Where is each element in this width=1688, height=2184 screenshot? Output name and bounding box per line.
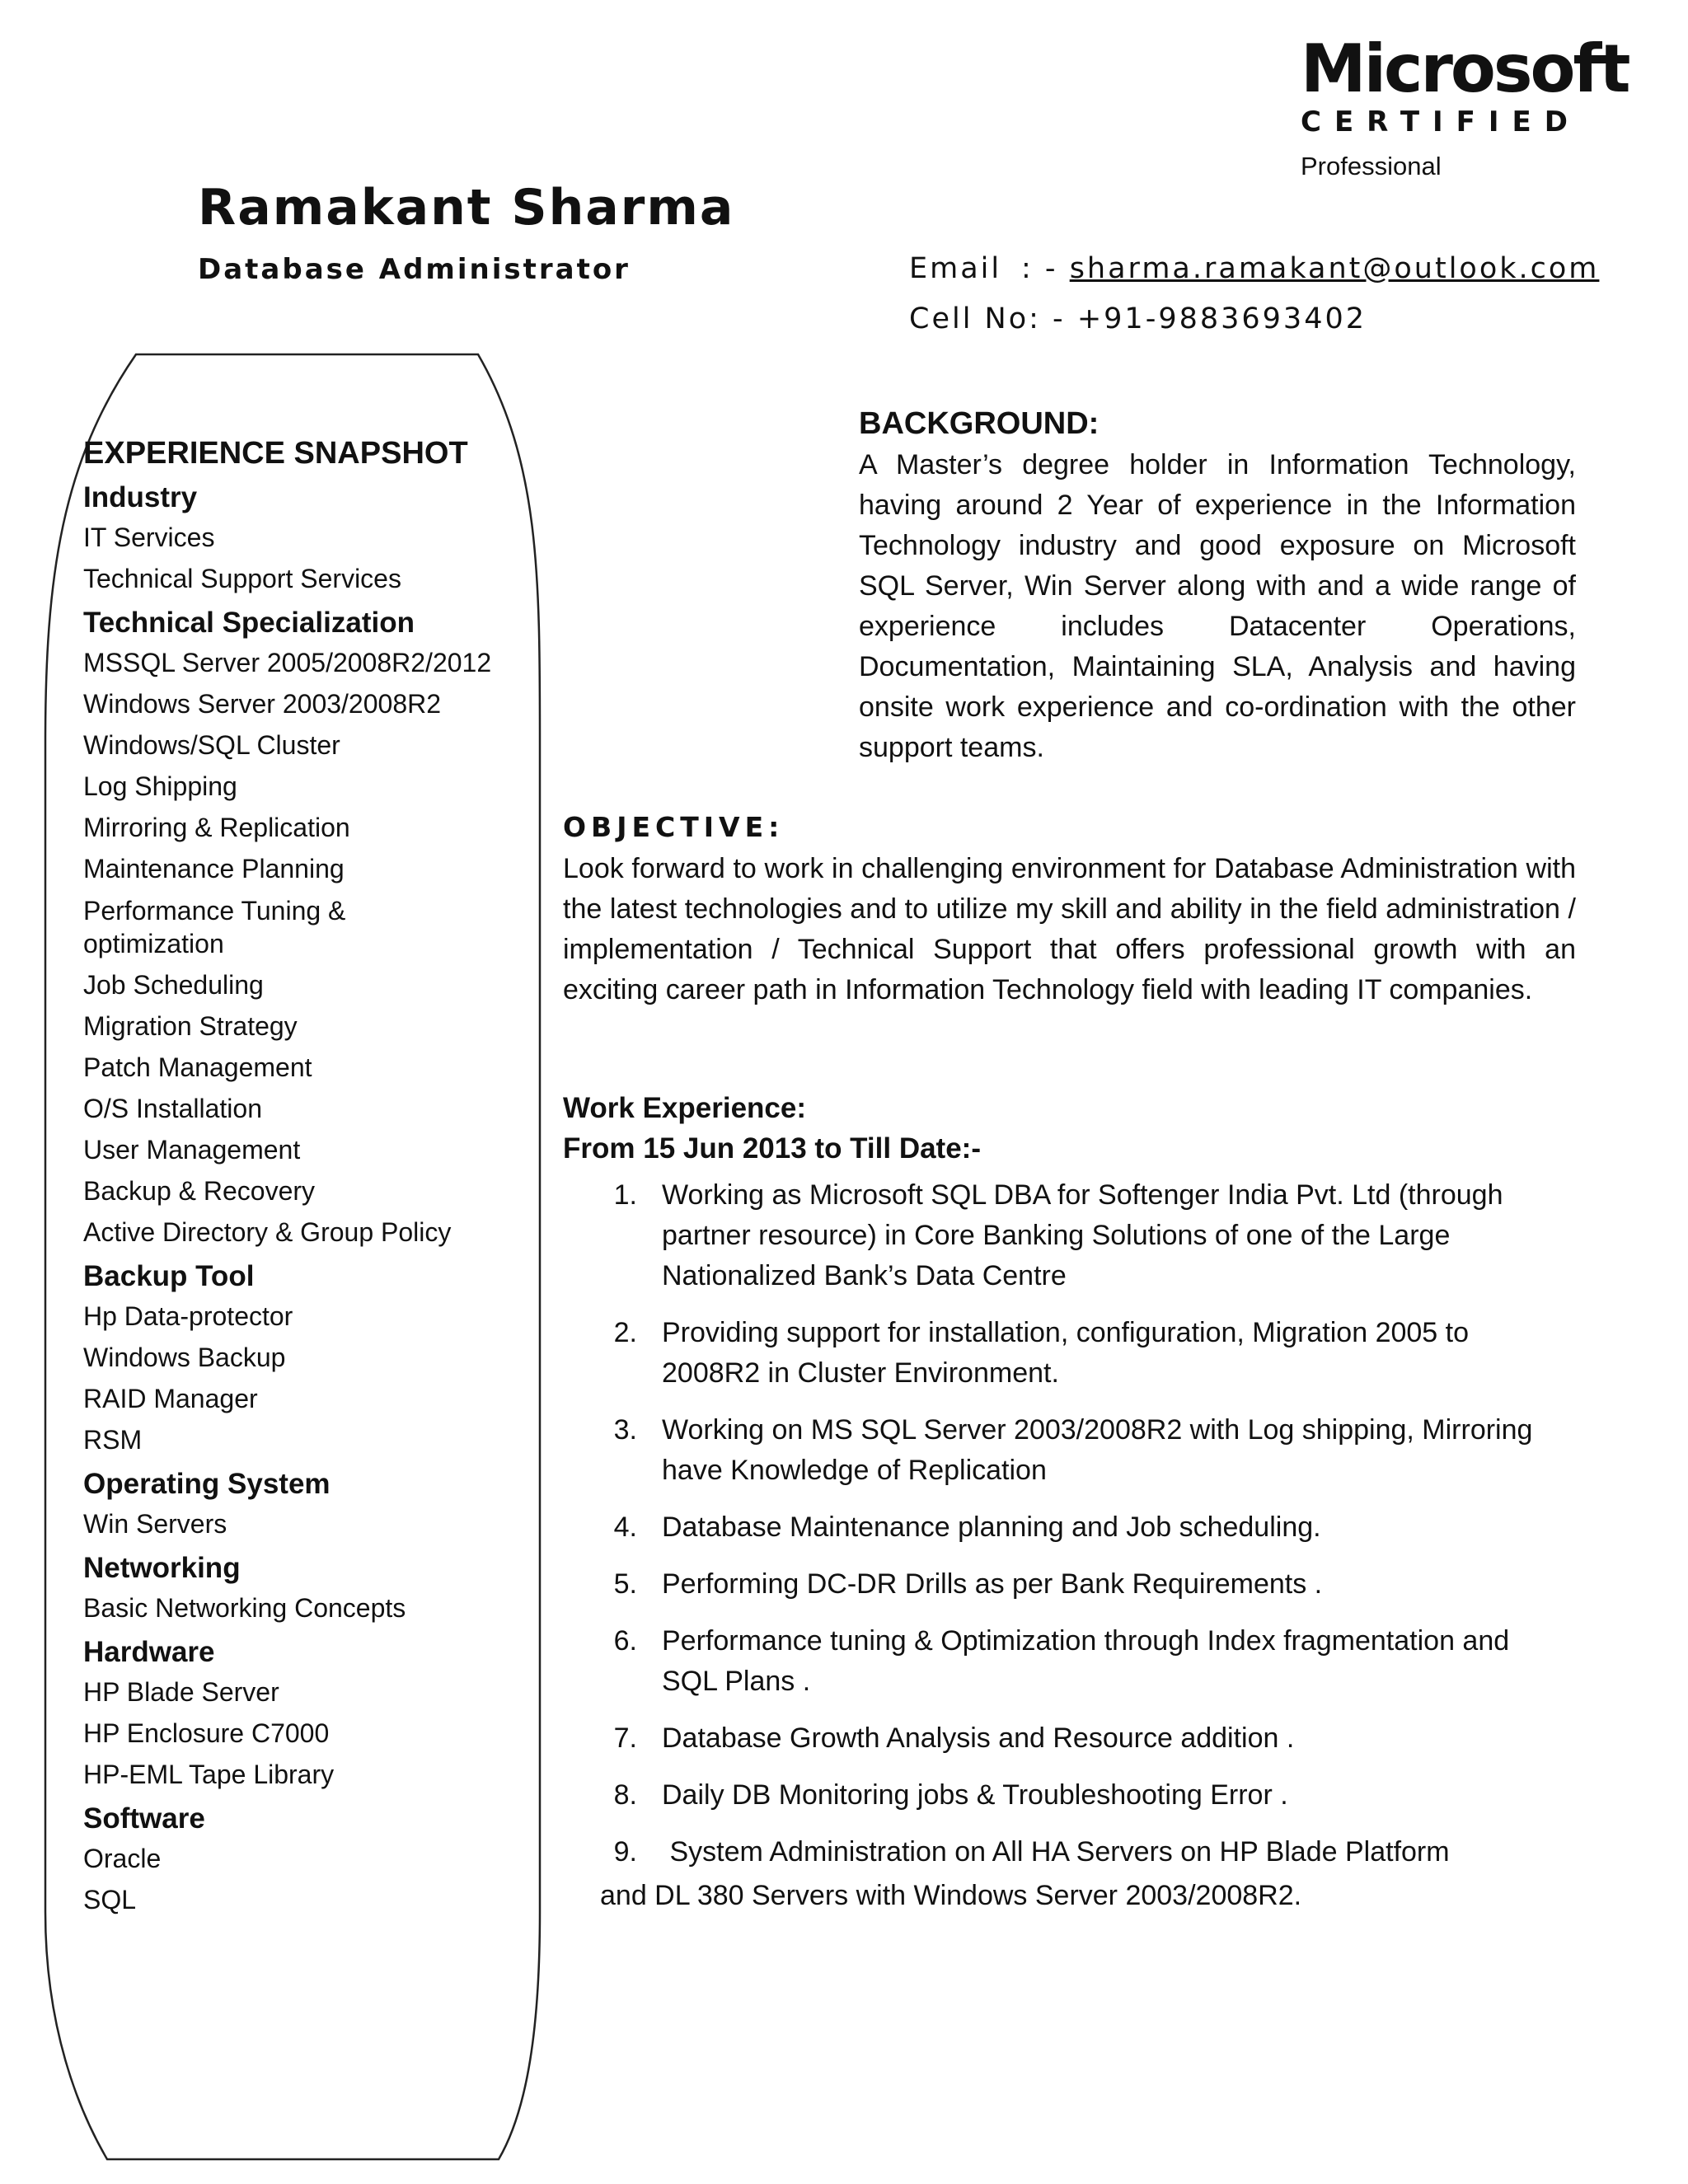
sidebar-item: Win Servers <box>83 1509 227 1539</box>
microsoft-certified-logo <box>1301 30 1629 183</box>
list-item <box>563 1507 1576 1548</box>
list-item <box>563 1410 1576 1491</box>
item-text: Working as Microsoft SQL DBA for Softenger India Pvt. Ltd (through partner resource) in Core Banking Solutions of one of the Large Nationalized Bank’s Data Centre <box>662 1179 1503 1291</box>
objective-heading: OBJECTIVE: <box>563 811 785 843</box>
logo-brand: Microsoft <box>1301 30 1629 107</box>
candidate-name: Ramakant Sharma <box>198 179 735 237</box>
candidate-role: Database Administrator <box>198 253 631 286</box>
item-number: 8. <box>613 1779 637 1811</box>
email-label: Email <box>909 252 1002 285</box>
sidebar-item: User Management <box>83 1135 301 1165</box>
sidebar-heading-operating-system: Operating System <box>83 1468 331 1500</box>
sidebar-heading-hardware: Hardware <box>83 1636 215 1668</box>
list-item <box>563 1313 1576 1394</box>
sidebar-item: Technical Support Services <box>83 564 401 593</box>
item-number: 5. <box>613 1568 637 1600</box>
list-item <box>563 1775 1576 1816</box>
sidebar-item: Active Directory & Group Policy <box>83 1217 452 1247</box>
logo-certified: CERTIFIED <box>1301 105 1581 138</box>
background-section <box>859 402 1576 768</box>
sidebar-item: Maintenance Planning <box>83 854 345 883</box>
item-text: Working on MS SQL Server 2003/2008R2 with Log shipping, Mirroring have Knowledge of Replication <box>662 1414 1533 1486</box>
item-number: 2. <box>613 1317 637 1348</box>
sidebar-item: IT Services <box>83 523 215 552</box>
sidebar-item: Oracle <box>83 1844 162 1873</box>
sidebar-item: Performance Tuning & optimization <box>83 896 346 958</box>
objective-text: Look forward to work in challenging environment for Database Administration with the latest technologies and to utilize my skill and ability in the field administration / implementation / Technical Support that offers professional growth with an exciting career path in Information Technology field with leading IT companies. <box>563 853 1576 1005</box>
sidebar-heading-backup-tool: Backup Tool <box>83 1260 255 1292</box>
sidebar-item: MSSQL Server 2005/2008R2/2012 <box>83 648 492 677</box>
item-text: Performance tuning & Optimization through Index fragmentation and SQL Plans . <box>662 1625 1510 1697</box>
sidebar-heading-technical-specialization: Technical Specialization <box>83 607 415 639</box>
sidebar-item: HP Enclosure C7000 <box>83 1718 330 1748</box>
item-number: 6. <box>613 1625 637 1657</box>
list-item <box>563 1832 1576 1872</box>
sidebar-heading-software: Software <box>83 1802 205 1835</box>
contact-email <box>909 250 1599 288</box>
email-separator: : - <box>1021 252 1058 285</box>
sidebar-item: O/S Installation <box>83 1094 262 1123</box>
sidebar-item: Windows Backup <box>83 1343 286 1372</box>
sidebar-item: Log Shipping <box>83 771 237 801</box>
work-heading: Work Experience: <box>563 1092 807 1124</box>
item-text: Daily DB Monitoring jobs & Troubleshooting Error . <box>662 1779 1288 1811</box>
sidebar-item: Backup & Recovery <box>83 1176 316 1206</box>
objective-section <box>563 806 1576 1010</box>
work-period: From 15 Jun 2013 to Till Date:- <box>563 1132 981 1165</box>
sidebar-item: RSM <box>83 1425 143 1455</box>
list-item <box>563 1718 1576 1759</box>
work-experience-section <box>563 1088 1576 1916</box>
background-text: A Master’s degree holder in Information Technology, having around 2 Year of experience in the Information Technology industry and good exposure on Microsoft SQL Server, Win Server along with and a wide range of experience includes Datacenter Operations, Documentation, Maintaining SLA, Analysis and having onsite work experience and co-ordination with the other support teams. <box>859 449 1576 763</box>
sidebar-item: Job Scheduling <box>83 970 264 1000</box>
logo-professional: Professional <box>1301 152 1442 180</box>
work-tail-text: and DL 380 Servers with Windows Server 2003/2008R2. <box>600 1880 1302 1911</box>
background-heading: BACKGROUND: <box>859 406 1100 441</box>
item-number: 3. <box>613 1414 637 1446</box>
sidebar-heading-industry: Industry <box>83 481 198 513</box>
contact-cell <box>909 300 1367 338</box>
work-duties-list <box>563 1175 1576 1872</box>
item-text: Database Maintenance planning and Job scheduling. <box>662 1511 1321 1543</box>
sidebar-item: Windows/SQL Cluster <box>83 730 340 760</box>
sidebar-item: HP-EML Tape Library <box>83 1760 335 1789</box>
item-number: 4. <box>613 1511 637 1543</box>
item-number: 1. <box>613 1179 637 1211</box>
cell-value: +91-9883693402 <box>1076 302 1367 335</box>
item-text: Database Growth Analysis and Resource addition . <box>662 1722 1295 1754</box>
sidebar-item: RAID Manager <box>83 1384 258 1413</box>
item-number: 7. <box>613 1722 637 1754</box>
list-item <box>563 1621 1576 1702</box>
sidebar-item: Patch Management <box>83 1052 312 1082</box>
snapshot-title: EXPERIENCE SNAPSHOT <box>83 436 468 471</box>
cell-label: Cell No: - <box>909 302 1066 335</box>
sidebar-item: Mirroring & Replication <box>83 813 350 842</box>
sidebar-item: Basic Networking Concepts <box>83 1593 406 1623</box>
sidebar-heading-networking: Networking <box>83 1552 241 1584</box>
experience-snapshot <box>83 433 528 1920</box>
email-link[interactable]: sharma.ramakant@outlook.com <box>1069 252 1600 285</box>
item-text: Performing DC-DR Drills as per Bank Requirements . <box>662 1568 1323 1600</box>
sidebar-item: Hp Data-protector <box>83 1301 293 1331</box>
list-item <box>563 1564 1576 1605</box>
sidebar-item: HP Blade Server <box>83 1677 279 1707</box>
list-item <box>563 1175 1576 1296</box>
sidebar-item: SQL <box>83 1885 137 1915</box>
sidebar-item: Migration Strategy <box>83 1011 298 1041</box>
item-text: Providing support for installation, configuration, Migration 2005 to 2008R2 in Cluster Environment. <box>662 1317 1470 1389</box>
sidebar-item: Windows Server 2003/2008R2 <box>83 689 442 719</box>
item-text: System Administration on All HA Servers on HP Blade Platform <box>662 1836 1450 1868</box>
item-number: 9. <box>613 1836 637 1868</box>
